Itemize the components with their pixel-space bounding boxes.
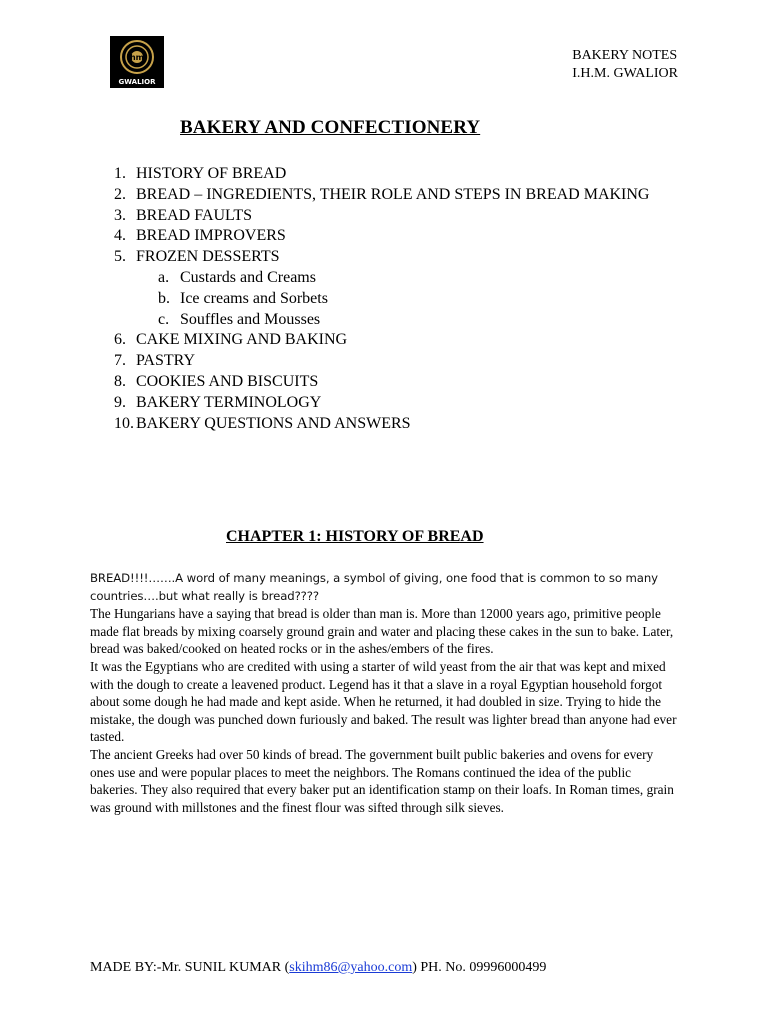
toc-item — [114, 206, 674, 227]
toc-text: PASTRY — [136, 352, 195, 370]
toc-letter: b. — [158, 289, 170, 307]
toc-number: 4. — [114, 227, 126, 245]
footer — [90, 960, 546, 976]
toc-text: COOKIES AND BISCUITS — [136, 372, 319, 390]
header-line-1: BAKERY NOTES — [572, 48, 678, 63]
toc-item — [114, 226, 674, 247]
toc-item — [114, 372, 674, 393]
toc-subtext: Ice creams and Sorbets — [180, 289, 328, 307]
toc-item — [114, 414, 674, 435]
table-of-contents — [114, 164, 674, 434]
toc-number: 9. — [114, 393, 126, 411]
svg-text:hm: hm — [129, 53, 145, 62]
toc-number: 7. — [114, 352, 126, 370]
toc-item — [114, 185, 674, 206]
toc-letter: a. — [158, 268, 170, 286]
toc-item — [114, 247, 674, 268]
toc-text: BAKERY TERMINOLOGY — [136, 393, 322, 411]
paragraph: The Hungarians have a saying that bread is older than man is. More than 12000 years ago, primitive people made flat breads by mixing coarsely ground grain and water and placing these cakes in the sun to bake. Later, bread was baked/cooked on heated rocks or in the ashes/embers of the fires. — [90, 606, 674, 657]
paragraph: It was the Egyptians who are credited with using a starter of wild yeast from the air that was kept and mixed with the dough to create a leavened product. Legend has it that a slave in a royal Egyptian household forgot about some dough he had made and kept aside. When he returned, it had doubled in size. Trying to hide the mistake, the dough was punched down furiously and baked. The result was lighter bread than anyone had ever tasted. — [90, 658, 677, 745]
paragraph: The ancient Greeks had over 50 kinds of bread. The government built public bakeries and ovens for every ones use and were popular places to meet the neighbors. The Romans continued the idea of the public bakeries. They also required that every baker put an identification stamp on their loafs. In Roman times, grain was ground with millstones and the finest flour was sifted through silk sieves. — [90, 746, 674, 815]
logo-text: GWALIOR — [118, 78, 156, 86]
header-line-2: I.H.M. GWALIOR — [572, 66, 678, 81]
toc-text: FROZEN DESSERTS — [136, 248, 280, 266]
institute-logo — [110, 36, 164, 88]
toc-text: BREAD – INGREDIENTS, THEIR ROLE AND STEPS IN BREAD MAKING — [136, 185, 650, 203]
toc-item — [114, 330, 674, 351]
toc-subtext: Souffles and Mousses — [180, 310, 321, 328]
toc-number: 3. — [114, 206, 126, 224]
toc-text: CAKE MIXING AND BAKING — [136, 331, 348, 349]
toc-text: BAKERY QUESTIONS AND ANSWERS — [136, 414, 411, 432]
chapter-body — [90, 570, 678, 816]
toc-number: 8. — [114, 372, 126, 390]
toc-subtext: Custards and Creams — [180, 268, 316, 286]
page-title: BAKERY AND CONFECTIONERY — [180, 117, 481, 138]
toc-text: BREAD IMPROVERS — [136, 227, 286, 245]
toc-subitem — [114, 310, 674, 331]
logo-emblem-icon — [110, 36, 164, 88]
toc-item — [114, 393, 674, 414]
toc-item — [114, 351, 674, 372]
chapter-intro: BREAD!!!!…….A word of many meanings, a symbol of giving, one food that is common to so many countries….but what really is bread???? — [90, 571, 658, 603]
toc-item — [114, 164, 674, 185]
toc-subitem — [114, 289, 674, 310]
header-notes — [572, 47, 678, 83]
footer-phone: ) PH. No. 09996000499 — [412, 960, 547, 975]
toc-text: BREAD FAULTS — [136, 206, 253, 224]
toc-number: 2. — [114, 185, 126, 203]
toc-number: 1. — [114, 165, 126, 182]
toc-subitem — [114, 268, 674, 289]
toc-number: 5. — [114, 248, 126, 266]
footer-author: MADE BY:-Mr. SUNIL KUMAR ( — [90, 960, 290, 975]
toc-letter: c. — [158, 310, 170, 328]
toc-number: 10. — [114, 414, 134, 432]
chapter-title: CHAPTER 1: HISTORY OF BREAD — [226, 528, 484, 545]
toc-number: 6. — [114, 331, 126, 349]
toc-text: HISTORY OF BREAD — [136, 165, 287, 182]
author-email-link[interactable]: skihm86@yahoo.com — [289, 960, 413, 975]
